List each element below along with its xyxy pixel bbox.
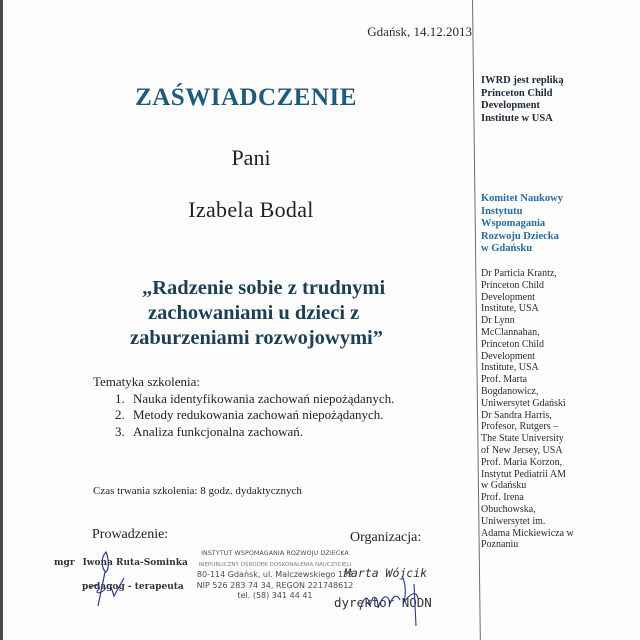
leader-signature-icon [68, 548, 128, 608]
course-title-line: zaburzeniami rozwojowymi” [130, 327, 383, 349]
leader-name: mgr Iwona Ruta-Sominka [54, 558, 188, 568]
topics-section [93, 374, 394, 440]
date-place: Gdańsk, 14.12.2013 [367, 24, 472, 39]
leader-degree: mgr [54, 558, 75, 568]
course-title-line: zachowaniami u dzieci z [148, 302, 360, 324]
director-name: Marta Wójcik [344, 566, 428, 580]
sidebar-divider [472, 0, 481, 640]
leader-label: Prowadzenie: [92, 527, 169, 542]
recipient-name: Izabela Bodal [188, 197, 314, 222]
director-role: dyrektor NODN [334, 595, 432, 610]
topic-item: 1. Nauka identyfikowania zachowań niepożądanych. [115, 390, 395, 406]
course-title-line: „Radzenie sobie z trudnymi [142, 277, 386, 299]
topic-item: 3. Analiza funkcjonalna zachowań. [115, 423, 304, 439]
course-title [120, 276, 460, 351]
organizer-label: Organizacja: [350, 530, 422, 545]
topics-heading: Tematyka szkolenia: [93, 374, 201, 389]
training-duration: Czas trwania szkolenia: 8 godz. dydaktycznych [93, 485, 302, 497]
topics-list [115, 391, 394, 441]
committee-heading: Komitet Naukowy Instytutu Wspomagania Rozwoju Dziecka w Gdańsku [481, 193, 563, 254]
institute-stamp: INSTYTUT WSPOMAGANIA ROZWOJU DZIECKA NIEPUBLICZNY OŚRODEK DOSKONALENIA NAUCZYCIELI 80-114 Gdańsk, ul. Malczewskiego 139 NIP 526 283 74 34, REGON 221748612 tel. (58) 341 44 41 [196, 550, 354, 600]
certificate-title: ZAŚWIADCZENIE [135, 84, 357, 111]
replica-note: IWRD jest repliką Princeton Child Development Institute w USA [481, 75, 564, 124]
committee-members: Dr Particia Krantz, Princeton Child Development Institute, USA Dr Lynn McClannahan, Princeton Child Development Institute, USA Prof. Marta Bogdanowicz, Uniwersytet Gdański Dr Sandra Harris, Profesor, Rutgers – The State University of New Jersey, USA Prof. Maria Korzon, Instytut Pediatrii AM w Gdańsku Prof. Irena Obuchowska, Uniwersytet im. Adama Mickiewicza w Poznaniu [481, 268, 574, 551]
salutation: Pani [231, 145, 271, 170]
leader-role: pedagog - terapeuta [82, 582, 184, 592]
topic-item: 2. Metody redukowania zachowań niepożądanych. [115, 407, 384, 422]
